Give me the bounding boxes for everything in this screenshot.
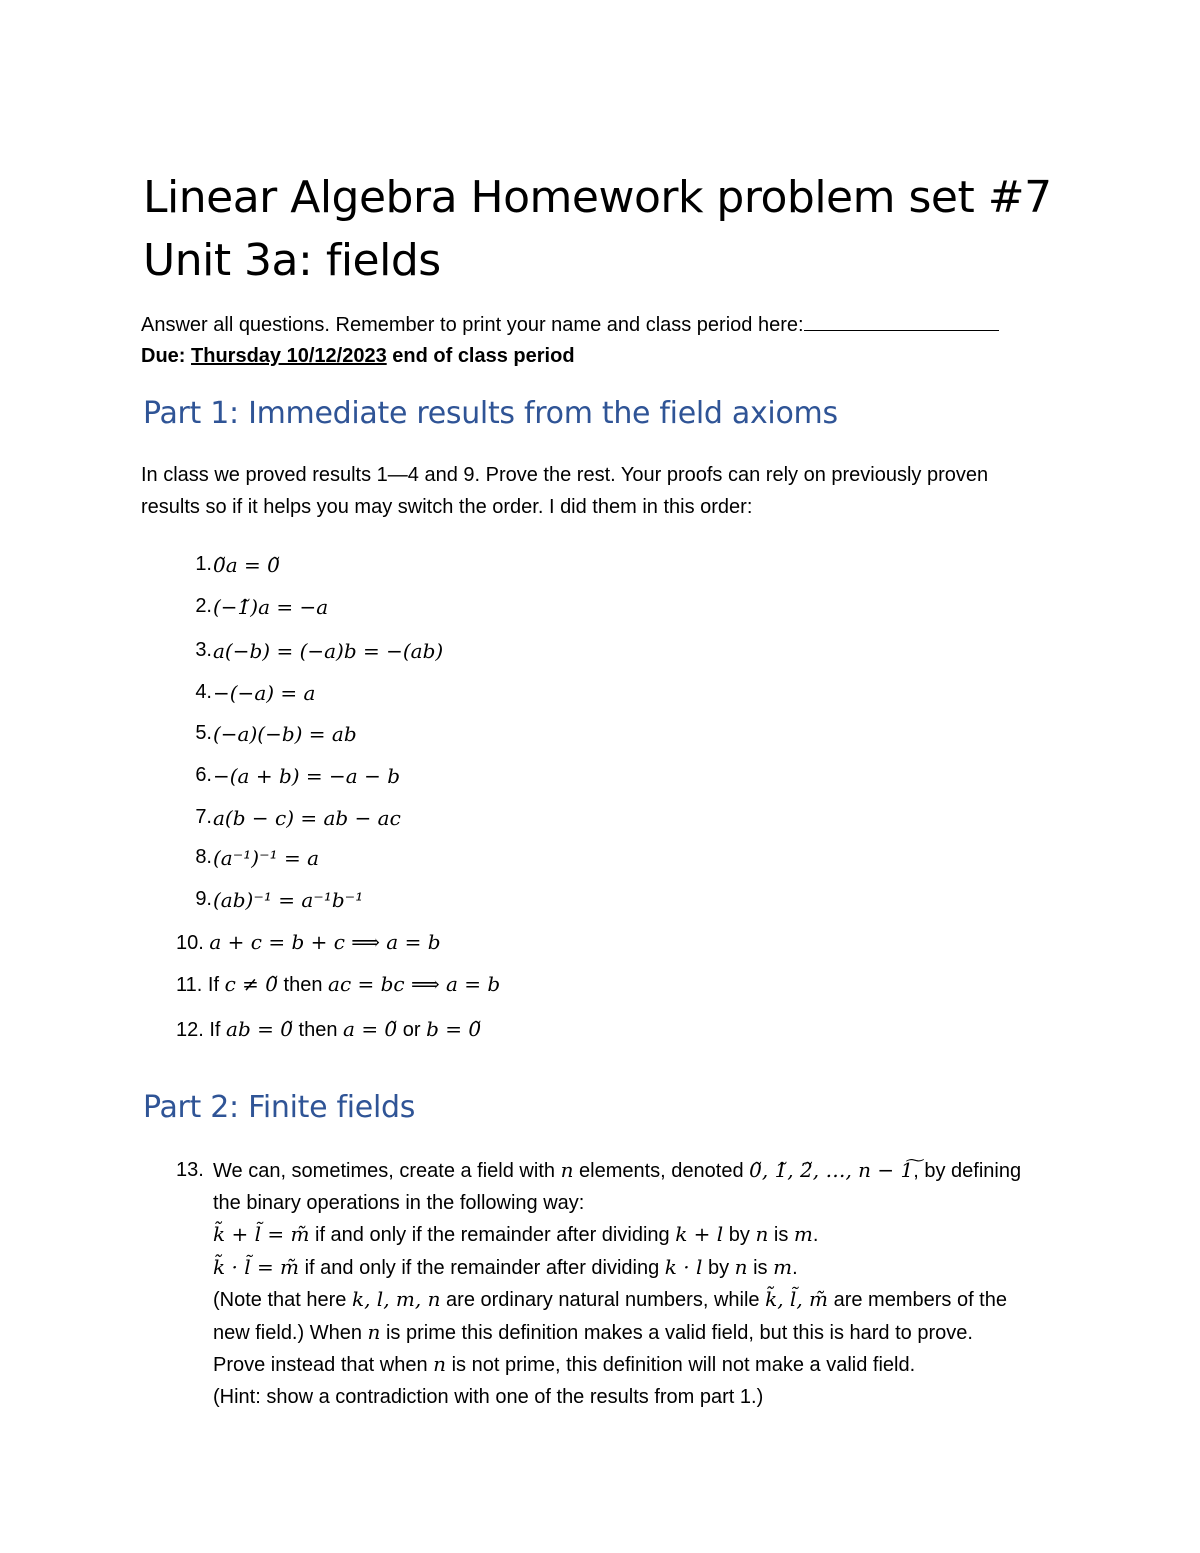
list-item bbox=[176, 722, 357, 747]
text-span: c ≠ 0̃ bbox=[224, 972, 278, 996]
instructions bbox=[141, 310, 999, 372]
text-span: 12. bbox=[176, 1019, 204, 1041]
text-span: 2. bbox=[195, 595, 212, 617]
list-item bbox=[176, 888, 363, 913]
list-item bbox=[176, 930, 441, 955]
text-span: 9. bbox=[195, 888, 212, 910]
text-span: b = 0̃ bbox=[426, 1017, 482, 1041]
text-span: 6. bbox=[195, 764, 212, 786]
due-line bbox=[141, 341, 999, 372]
text-span: (Note that here k, l, m, n are ordinary natural numbers, while k̃, l̃, m̃ are members of the bbox=[213, 1287, 1007, 1311]
text-span: Prove instead that when n is not prime, this definition will not make a valid field. bbox=[213, 1352, 916, 1376]
text-span: 0̃a = 0̃ bbox=[213, 553, 280, 577]
list-item bbox=[176, 846, 319, 871]
text-span: then bbox=[292, 1019, 344, 1041]
text-span: 7. bbox=[195, 806, 212, 828]
list-item bbox=[176, 972, 500, 997]
text-span: ac = bc ⟹ a = b bbox=[328, 972, 501, 996]
list-item bbox=[176, 1017, 481, 1042]
text-span: a + c = b + c ⟹ a = b bbox=[209, 930, 441, 954]
text-span: (a⁻¹)⁻¹ = a bbox=[213, 846, 320, 870]
list-item bbox=[176, 553, 280, 578]
text-span: a(−b) = (−a)b = −(ab) bbox=[213, 639, 444, 663]
text-span: the binary operations in the following way: bbox=[213, 1191, 585, 1214]
text-span: k̃ + l̃ = m̃ if and only if the remainder after dividing k + l by n is m. bbox=[213, 1222, 819, 1246]
title-line-1: Linear Algebra Homework problem set #7 bbox=[143, 172, 1052, 223]
problem-number: 13. bbox=[176, 1159, 204, 1181]
text-span: 11. bbox=[176, 974, 203, 996]
text-span: (Hint: show a contradiction with one of the results from part 1.) bbox=[213, 1385, 764, 1408]
text-span: new field.) When n is prime this definition makes a valid field, but this is hard to prove. bbox=[213, 1319, 973, 1344]
text-span: (ab)⁻¹ = a⁻¹b⁻¹ bbox=[213, 888, 364, 912]
text-span: 5. bbox=[195, 722, 212, 744]
text-span: (−a)(−b) = ab bbox=[213, 722, 357, 746]
text-span: We can, sometimes, create a field with n elements, denoted 0̃, 1̃, 2̃, …, n − 1͠, by defining bbox=[213, 1158, 1022, 1182]
text-span: a = 0̃ bbox=[343, 1017, 398, 1041]
list-item bbox=[176, 806, 401, 831]
instructions-line: Answer all questions. Remember to print your name and class period here: bbox=[141, 310, 999, 341]
title-line-2: Unit 3a: fields bbox=[143, 235, 441, 286]
text-span: a(b − c) = ab − ac bbox=[213, 806, 401, 830]
part1-intro: In class we proved results 1—4 and 9. Prove the rest. Your proofs can rely on previously proven results so if it helps you may switch the order. I did them in this order: bbox=[141, 464, 989, 518]
text-span: If bbox=[207, 974, 225, 996]
page-title bbox=[143, 166, 1052, 292]
text-span: or bbox=[397, 1019, 427, 1041]
due-date: Thursday 10/12/2023 bbox=[191, 345, 387, 367]
text-span: (−1̃)a = −a bbox=[213, 595, 329, 619]
text-span: 3. bbox=[195, 639, 212, 661]
text-span: −(a + b) = −a − b bbox=[213, 764, 400, 788]
text-span: 10. bbox=[176, 932, 204, 954]
list-item bbox=[176, 639, 443, 664]
due-label: Due: bbox=[141, 345, 186, 367]
name-blank bbox=[804, 312, 999, 331]
text-span: 4. bbox=[195, 681, 212, 703]
text-span: ab = 0̃ bbox=[226, 1017, 293, 1041]
list-item bbox=[176, 764, 400, 789]
text-span: 8. bbox=[195, 846, 212, 868]
problem-body bbox=[213, 1155, 1093, 1413]
due-rest: end of class period bbox=[392, 345, 575, 367]
text-span: If bbox=[209, 1019, 227, 1041]
part1-heading: Part 1: Immediate results from the field axioms bbox=[143, 396, 838, 431]
text-span: −(−a) = a bbox=[213, 681, 316, 705]
list-item bbox=[176, 595, 328, 620]
list-item bbox=[176, 681, 315, 706]
text-span: k̃ · l̃ = m̃ if and only if the remainder after dividing k · l by n is m. bbox=[213, 1254, 798, 1279]
text-span: 1. bbox=[195, 553, 212, 575]
part2-heading: Part 2: Finite fields bbox=[143, 1090, 416, 1125]
text-span: then bbox=[277, 974, 329, 996]
